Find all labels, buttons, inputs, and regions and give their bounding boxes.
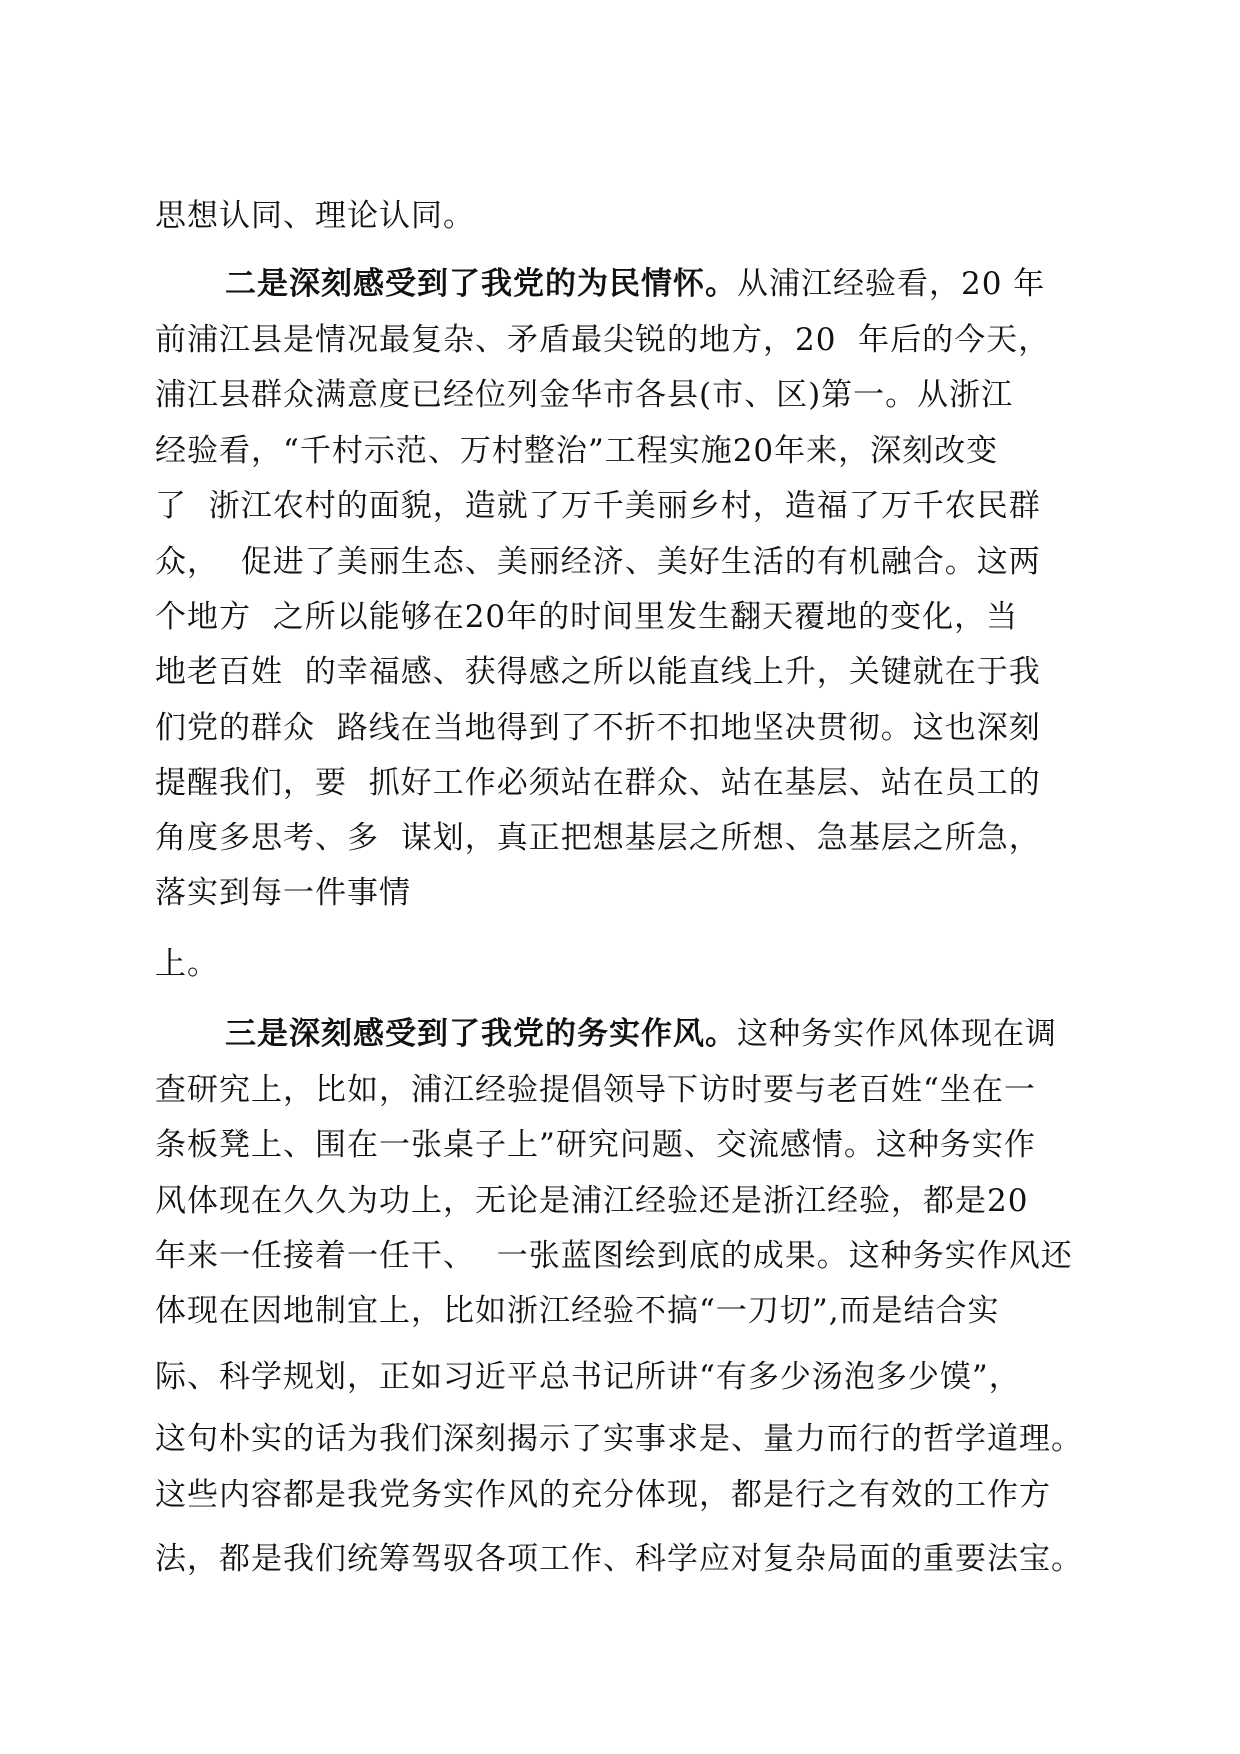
text-line: 众， 促进了美丽生态、美丽经济、美好生活的有机融合。这两 <box>155 544 1041 580</box>
text-line: 前浦江县是情况最复杂、矛盾最尖锐的地方，20 年后的今天， <box>155 322 1051 358</box>
text-line: 思想认同、理论认同。 <box>155 198 475 234</box>
text-line: 经验看，“千村示范、万村整治”工程实施20年来，深刻改变 <box>155 433 999 469</box>
text-line: 上。 <box>155 946 219 982</box>
text-line: 们党的群众 路线在当地得到了不折不扣地坚决贯彻。这也深刻 <box>155 710 1041 746</box>
text-line: 体现在因地制宜上，比如浙江经验不搞“一刀切”,而是结合实 <box>155 1293 1000 1329</box>
text-line: 了 浙江农村的面貌，造就了万千美丽乡村，造福了万千农民群 <box>155 488 1041 524</box>
text-line: 浦江县群众满意度已经位列金华市各县(市、区)第一。从浙江 <box>155 377 1014 413</box>
text-line: 二是深刻感受到了我党的为民情怀。从浦江经验看，20 年 <box>225 266 1046 302</box>
text-line: 查研究上，比如，浦江经验提倡领导下访时要与老百姓“坐在一 <box>155 1072 1036 1108</box>
text-line: 个地方 之所以能够在20年的时间里发生翻天覆地的变化，当 <box>155 599 1019 635</box>
text-line: 地老百姓 的幸福感、获得感之所以能直线上升，关键就在于我 <box>155 654 1041 690</box>
text-line: 条板凳上、围在一张桌子上”研究问题、交流感情。这种务实作 <box>155 1127 1036 1163</box>
text-line: 落实到每一件事情 <box>155 875 411 911</box>
text-line: 际、科学规划，正如习近平总书记所讲“有多少汤泡多少馍”， <box>155 1359 1021 1395</box>
text-line: 角度多思考、多 谋划，真正把想基层之所想、急基层之所急， <box>155 820 1041 856</box>
text-line: 这些内容都是我党务实作风的充分体现，都是行之有效的工作方 <box>155 1477 1051 1513</box>
paragraph-lead: 三是深刻感受到了我党的务实作风。 <box>225 1016 737 1052</box>
text-line: 法，都是我们统筹驾驭各项工作、科学应对复杂局面的重要法宝。 <box>155 1541 1083 1577</box>
text-line: 这句朴实的话为我们深刻揭示了实事求是、量力而行的哲学道理。 <box>155 1421 1083 1457</box>
text-line: 提醒我们，要 抓好工作必须站在群众、站在基层、站在员工的 <box>155 765 1041 801</box>
paragraph-lead: 二是深刻感受到了我党的为民情怀。 <box>225 266 737 302</box>
text-line: 三是深刻感受到了我党的务实作风。这种务实作风体现在调 <box>225 1016 1057 1052</box>
text-line: 风体现在久久为功上，无论是浦江经验还是浙江经验，都是20 <box>155 1183 1029 1219</box>
text-line: 年来一任接着一任干、 一张蓝图绘到底的成果。这种务实作风还 <box>155 1238 1073 1274</box>
